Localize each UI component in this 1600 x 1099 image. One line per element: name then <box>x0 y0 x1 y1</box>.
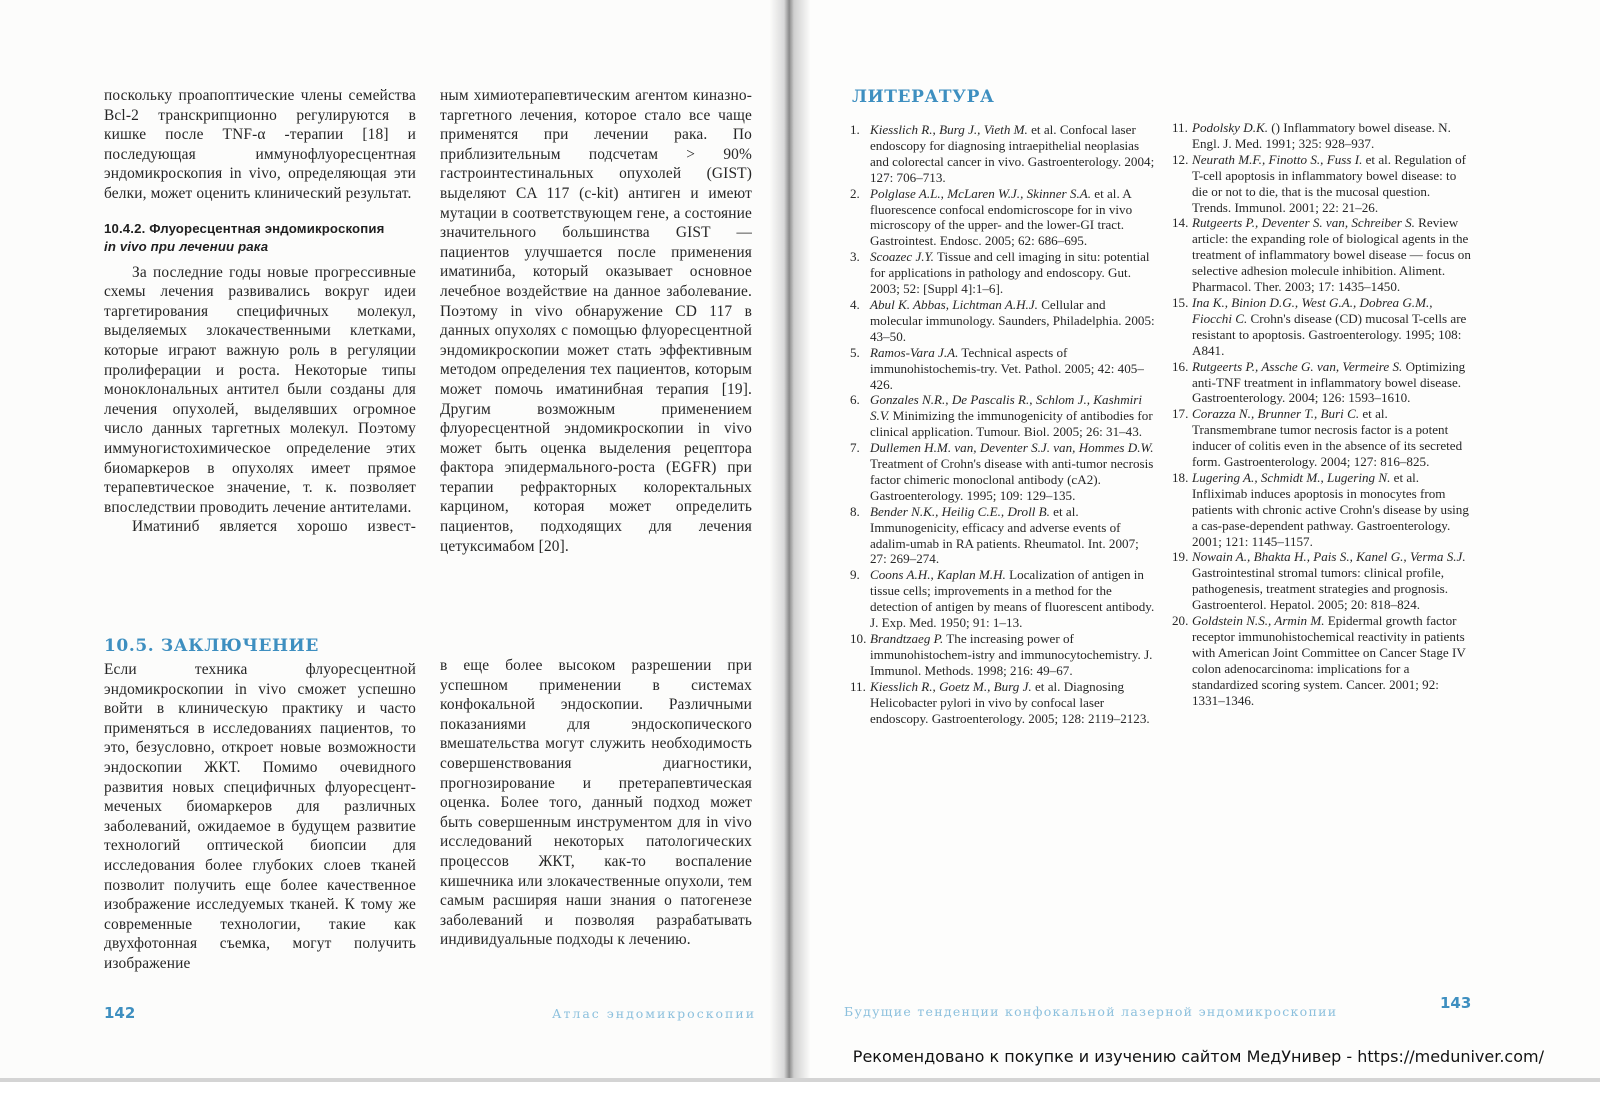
section-heading: 10.5. ЗАКЛЮЧЕНИЕ <box>104 636 319 656</box>
reference-number: 4. <box>850 296 860 312</box>
reference-details: Crohn's disease (CD) mucosal T-cells are resistant to apoptosis. Gastroenterology. 1995; 108: A841. <box>1192 310 1467 358</box>
reference-number: 10. <box>850 631 867 646</box>
paragraph: поскольку проапоптические члены семейства Bcl-2 транскрипционно регулируются в кишке после TNF-α -терапии [18] и последующая иммунофлуоресцентная эндомикроскопия in vivo, определяющая эти белки, может оценить клинический результат. <box>104 87 416 202</box>
paragraph: За последние годы новые прогрессивные схемы лечения развивались вокруг идеи таргетирования специфичных молекул, выделяемых злокачественными клетками, которые играют важную роль в регуляции пролиферации и роста. Некоторые типы моноклональных антител были созданы для лечения опухолей, выделявших огромное число данных таргетных молекул. Поэтому иммуногистохимическое определение этих биомаркеров в опухолях имеет прямое терапевтическое значение, т. к. позволяет впоследствии проводить лечение антителами. <box>104 263 416 516</box>
reference-details: Gastrointestinal stromal tumors: clinical profile, pathogenesis, treatment strategies and prognosis. Gastroenterol. Hepatol. 2005; 20: 818–824. <box>1192 565 1448 613</box>
reference-authors: Scoazec J.Y. <box>870 249 934 265</box>
page-number-left: 142 <box>104 1004 136 1022</box>
running-title-right: Будущие тенденции конфокальной лазерной эндомикроскопии <box>844 1004 1338 1019</box>
references-column-left <box>850 122 1155 726</box>
reference-text <box>870 567 1155 631</box>
reference-details: Tissue and cell imaging in situ: potential for applications in pathology and endoscopy. Gut. 2003; 52: [Suppl 4]:1–6]. <box>870 249 1150 297</box>
reference-item <box>1172 549 1472 613</box>
reference-authors: Corazza N., Brunner T., Buri C. <box>1192 406 1360 422</box>
left-column-1-top <box>104 86 416 537</box>
reference-authors: Gonzales N.R., De Pascalis R., Schlom J., Kashmiri S.V. <box>870 392 1143 424</box>
reference-item <box>850 392 1155 440</box>
reference-item <box>850 679 1155 727</box>
paragraph: ным химиотерапевтическим агентом киназно-таргетного лечения, которое стало все чаще применятся при лечении рака. По приблизительным подсчетам > 90% гастроинтестинальных опухолей (GIST) выделяют CA 117 (c-kit) антиген и имеют мутации в соответствующем гене, а состояние значительного большинства GIST — пациентов улучшается после применения иматиниба, который оказывает основное лечебное воздействие на данное заболевание. Поэтому in vivo обнаружение CD 117 в данных опухолях с помощью флуоресцентной эндомикроскопии может стать эффективным методом определения тех пациентов, которым может помочь иматинибная терапия [19]. Другим возможным применением флуоресцентной эндомикроскопии in vivo может быть оценка выделения рецептора фактора эпидермального-роста (EGFR) при терапии рефракторных колоректальных карцином, которая может определить пациентов, подходящих для лечения цетуксимабом [20]. <box>440 87 752 555</box>
book-gutter <box>770 0 810 1080</box>
reference-text <box>870 297 1155 345</box>
reference-number: 17. <box>1172 406 1189 422</box>
paragraph: Иматиниб является хорошо извест- <box>132 518 416 536</box>
paragraph: в еще более высоком разрешении при успешном применении в системах конфокальной эндоскопии. Различными показаниями для эндоскопического вмешательства могут служить необходимость совершенствования диагностики, прогнозирование и претерапевтическая оценка. Более того, данный подход может быть совершенным инструментом для in vivo исследований некоторых патологических процессов ЖКТ, как-то воспаление кишечника или злокачественные опухоли, тем самым расширяя наши знания о патогенезе заболеваний и позволяя разрабатывать индивидуальные подходы к лечению. <box>440 657 752 949</box>
reference-number: 20. <box>1172 613 1189 629</box>
reference-details: et al. Immunogenicity, efficacy and adverse events of adalim-umab in RA patients. Rheumatol. Int. 2007; 27: 269–274. <box>870 503 1139 567</box>
left-page <box>0 0 790 1080</box>
reference-number: 15. <box>1172 294 1189 310</box>
reference-authors: Rutgeerts P., Assche G. van, Vermeire S. <box>1192 358 1403 374</box>
reference-authors: Polglase A.L., McLaren W.J., Skinner S.A. <box>870 185 1091 201</box>
reference-number: 11. <box>1172 120 1188 135</box>
reference-number: 16. <box>1172 358 1189 374</box>
reference-text <box>1192 215 1472 295</box>
reference-number: 2. <box>850 185 860 201</box>
reference-item <box>850 440 1155 504</box>
reference-authors: Ina K., Binion D.G., West G.A., Dobrea G.M., Fiocchi C. <box>1192 294 1433 326</box>
reference-authors: Brandtzaeg P. <box>870 631 944 646</box>
reference-details: et al. Transmembrane tumor necrosis factor is a potent inducer of colitis even in the absence of its secreted form. Gastroenterology. 2004; 127: 816–825. <box>1192 406 1463 470</box>
reference-item <box>1172 406 1472 470</box>
reference-authors: Ramos-Vara J.A. <box>870 344 959 360</box>
references-column-right <box>1172 120 1472 709</box>
left-column-2-bottom <box>440 656 752 950</box>
reference-number: 8. <box>850 503 860 519</box>
reference-authors: Bender N.K., Heilig C.E., Droll B. <box>870 503 1050 519</box>
reference-item <box>850 186 1155 250</box>
reference-details: Treatment of Crohn's disease with anti-tumor necrosis factor chimeric monoclonal antibody (cA2). Gastroenterology. 1995; 109: 129–135. <box>870 456 1154 503</box>
reference-number: 9. <box>850 567 860 583</box>
reference-text <box>1192 613 1472 708</box>
paragraph: Если техника флуоресцентной эндомикроскопии in vivo сможет успешно войти в клиническую практику и часто применяться в исследованиях пациентов, то это, безусловно, откроет новые возможности эндоскопии ЖКТ. Помимо очевидного развития новых специфичных флуоресцент-меченых биомаркеров для различных заболеваний, ожидаемое в будущем развитие технологий оптической биопсии для исследования более глубоких слоев тканей позволит получить еще более качественное изображение исследуемых тканей. К тому же современные технологии, такие как двухфотонная съемка, могут получить изображение <box>104 661 416 972</box>
reference-authors: Kiesslich R., Burg J., Vieth M. <box>870 122 1028 137</box>
reference-details: et al. Regulation of T-cell apoptosis in inflammatory bowel disease: to die or not to die, that is the mucosal question. Trends. Immunol. 2001; 22: 21–26. <box>1192 151 1466 215</box>
reference-item <box>1172 470 1472 550</box>
reference-details: Localization of antigen in tissue cells; improvements in a method for the detection of antigen by means of fluorescent antibody. J. Exp. Med. 1950; 91: 1–13. <box>870 567 1155 631</box>
left-column-2-top <box>440 86 752 556</box>
reference-text <box>870 392 1155 440</box>
reference-item <box>850 631 1155 679</box>
reference-item <box>850 567 1155 631</box>
reference-text <box>1192 120 1472 152</box>
reference-text <box>1192 295 1472 359</box>
reference-details: et al. Confocal laser endoscopy for diagnosing intraepithelial neoplasias and colorectal cancer in vivo. Gastroenterology. 2004; 127: 706–713. <box>870 122 1155 185</box>
reference-details: et al. Diagnosing Helicobacter pylori in vivo by confocal laser endoscopy. Gastroenterology. 2005; 128: 2119–2123. <box>870 678 1150 726</box>
reference-details: Optimizing anti-TNF treatment in inflammatory bowel disease. Gastroenterology. 2004; 126: 1593–1610. <box>1192 358 1466 406</box>
reference-authors: Goldstein N.S., Armin M. <box>1192 613 1325 629</box>
reference-number: 19. <box>1172 549 1189 565</box>
reference-item <box>850 504 1155 568</box>
reference-number: 14. <box>1172 215 1189 231</box>
footer-recommendation[interactable]: Рекомендовано к покупке и изучению сайтом МедУнивер - https://meduniver.com/ <box>852 1047 1544 1066</box>
reference-details: Minimizing the immunogenicity of antibodies for clinical application. Tumour. Biol. 2005; 26: 31–43. <box>870 408 1153 440</box>
references-heading: ЛИТЕРАТУРА <box>852 87 995 107</box>
subsection-heading-line-2: in vivo при лечении рака <box>104 239 269 255</box>
reference-authors: Neurath M.F., Finotto S., Fuss I. <box>1192 151 1363 167</box>
reference-number: 1. <box>850 122 860 137</box>
reference-text <box>870 345 1155 393</box>
reference-text <box>1192 359 1472 407</box>
reference-text <box>1192 406 1472 470</box>
reference-number: 5. <box>850 344 860 360</box>
reference-text <box>870 440 1155 504</box>
reference-details: Epidermal growth factor receptor immunohistochemical reactivity in patients with American Joint Committee on Cancer Stage IV colon adenocarcinoma: implications for a standardized scoring system. Cancer. 2001; 92: 1331–1346. <box>1192 613 1466 708</box>
subsection-heading-line-1: 10.4.2. Флуоресцентная эндомикроскопия <box>104 220 385 236</box>
left-column-1-bottom <box>104 660 416 974</box>
page-edge <box>0 1078 1600 1082</box>
reference-details: () Inflammatory bowel disease. N. Engl. J. Med. 1991; 325: 928–937. <box>1192 120 1451 151</box>
reference-text <box>870 249 1155 297</box>
reference-authors: Coons A.H., Kaplan M.H. <box>870 567 1006 583</box>
reference-text <box>870 631 1155 679</box>
reference-text <box>1192 470 1472 550</box>
reference-text <box>1192 549 1472 613</box>
reference-authors: Podolsky D.K. <box>1192 120 1269 135</box>
reference-item <box>850 122 1155 186</box>
reference-details: et al. Infliximab induces apoptosis in monocytes from patients with chronic active Crohn's disease by using a cas-pase-dependent pathway. Gastroenterology. 2001; 121: 1145–1157. <box>1192 469 1469 549</box>
reference-number: 6. <box>850 392 860 408</box>
right-page <box>790 0 1600 1080</box>
reference-text <box>870 186 1155 250</box>
page-number-right: 143 <box>1440 994 1472 1012</box>
reference-item <box>1172 215 1472 295</box>
reference-details: Review article: the expanding role of biological agents in the treatment of inflammatory bowel disease — focus on selective adhesion molecule inhibition. Aliment. Pharmacol. Ther. 2003; 17: 1435–1450. <box>1192 215 1471 295</box>
reference-item <box>850 345 1155 393</box>
reference-details: The increasing power of immunohistochem-istry and immunocytochemistry. J. Immunol. Methods. 1998; 216: 49–67. <box>870 631 1153 678</box>
reference-authors: Kiesslich R., Goetz M., Burg J. <box>870 678 1032 694</box>
reference-item <box>1172 120 1472 152</box>
running-title-left: Атлас эндомикроскопии <box>552 1006 757 1021</box>
reference-number: 3. <box>850 249 860 265</box>
reference-item <box>1172 613 1472 708</box>
reference-item <box>850 297 1155 345</box>
reference-item <box>1172 359 1472 407</box>
reference-authors: Rutgeerts P., Deventer S. van, Schreiber S. <box>1192 215 1415 231</box>
reference-number: 7. <box>850 440 860 456</box>
reference-number: 18. <box>1172 469 1189 485</box>
reference-text <box>870 679 1155 727</box>
subsection-heading <box>104 220 416 257</box>
reference-details: Cellular and molecular immunology. Saunders, Philadelphia. 2005: 43–50. <box>870 296 1155 344</box>
reference-item <box>1172 295 1472 359</box>
reference-number: 11. <box>850 678 866 694</box>
reference-number: 12. <box>1172 151 1189 167</box>
reference-authors: Abul K. Abbas, Lichtman A.H.J. <box>870 296 1038 312</box>
reference-authors: Nowain A., Bhakta H., Pais S., Kanel G., Verma S.J. <box>1192 549 1466 565</box>
reference-item <box>850 249 1155 297</box>
reference-authors: Lugering A., Schmidt M., Lugering N. <box>1192 469 1391 485</box>
reference-details: et al. A fluorescence confocal endomicroscope for in vivo microscopy of the upper- and the lower-GI tract. Gastrointest. Endosc. 2005; 62: 686–695. <box>870 185 1133 249</box>
reference-text <box>870 504 1155 568</box>
reference-authors: Dullemen H.M. van, Deventer S.J. van, Hommes D.W. <box>870 440 1154 456</box>
reference-text <box>870 122 1155 186</box>
reference-text <box>1192 152 1472 216</box>
reference-details: Technical aspects of immunohistochemis-try. Vet. Pathol. 2005; 42: 405–426. <box>870 344 1144 392</box>
reference-item <box>1172 152 1472 216</box>
